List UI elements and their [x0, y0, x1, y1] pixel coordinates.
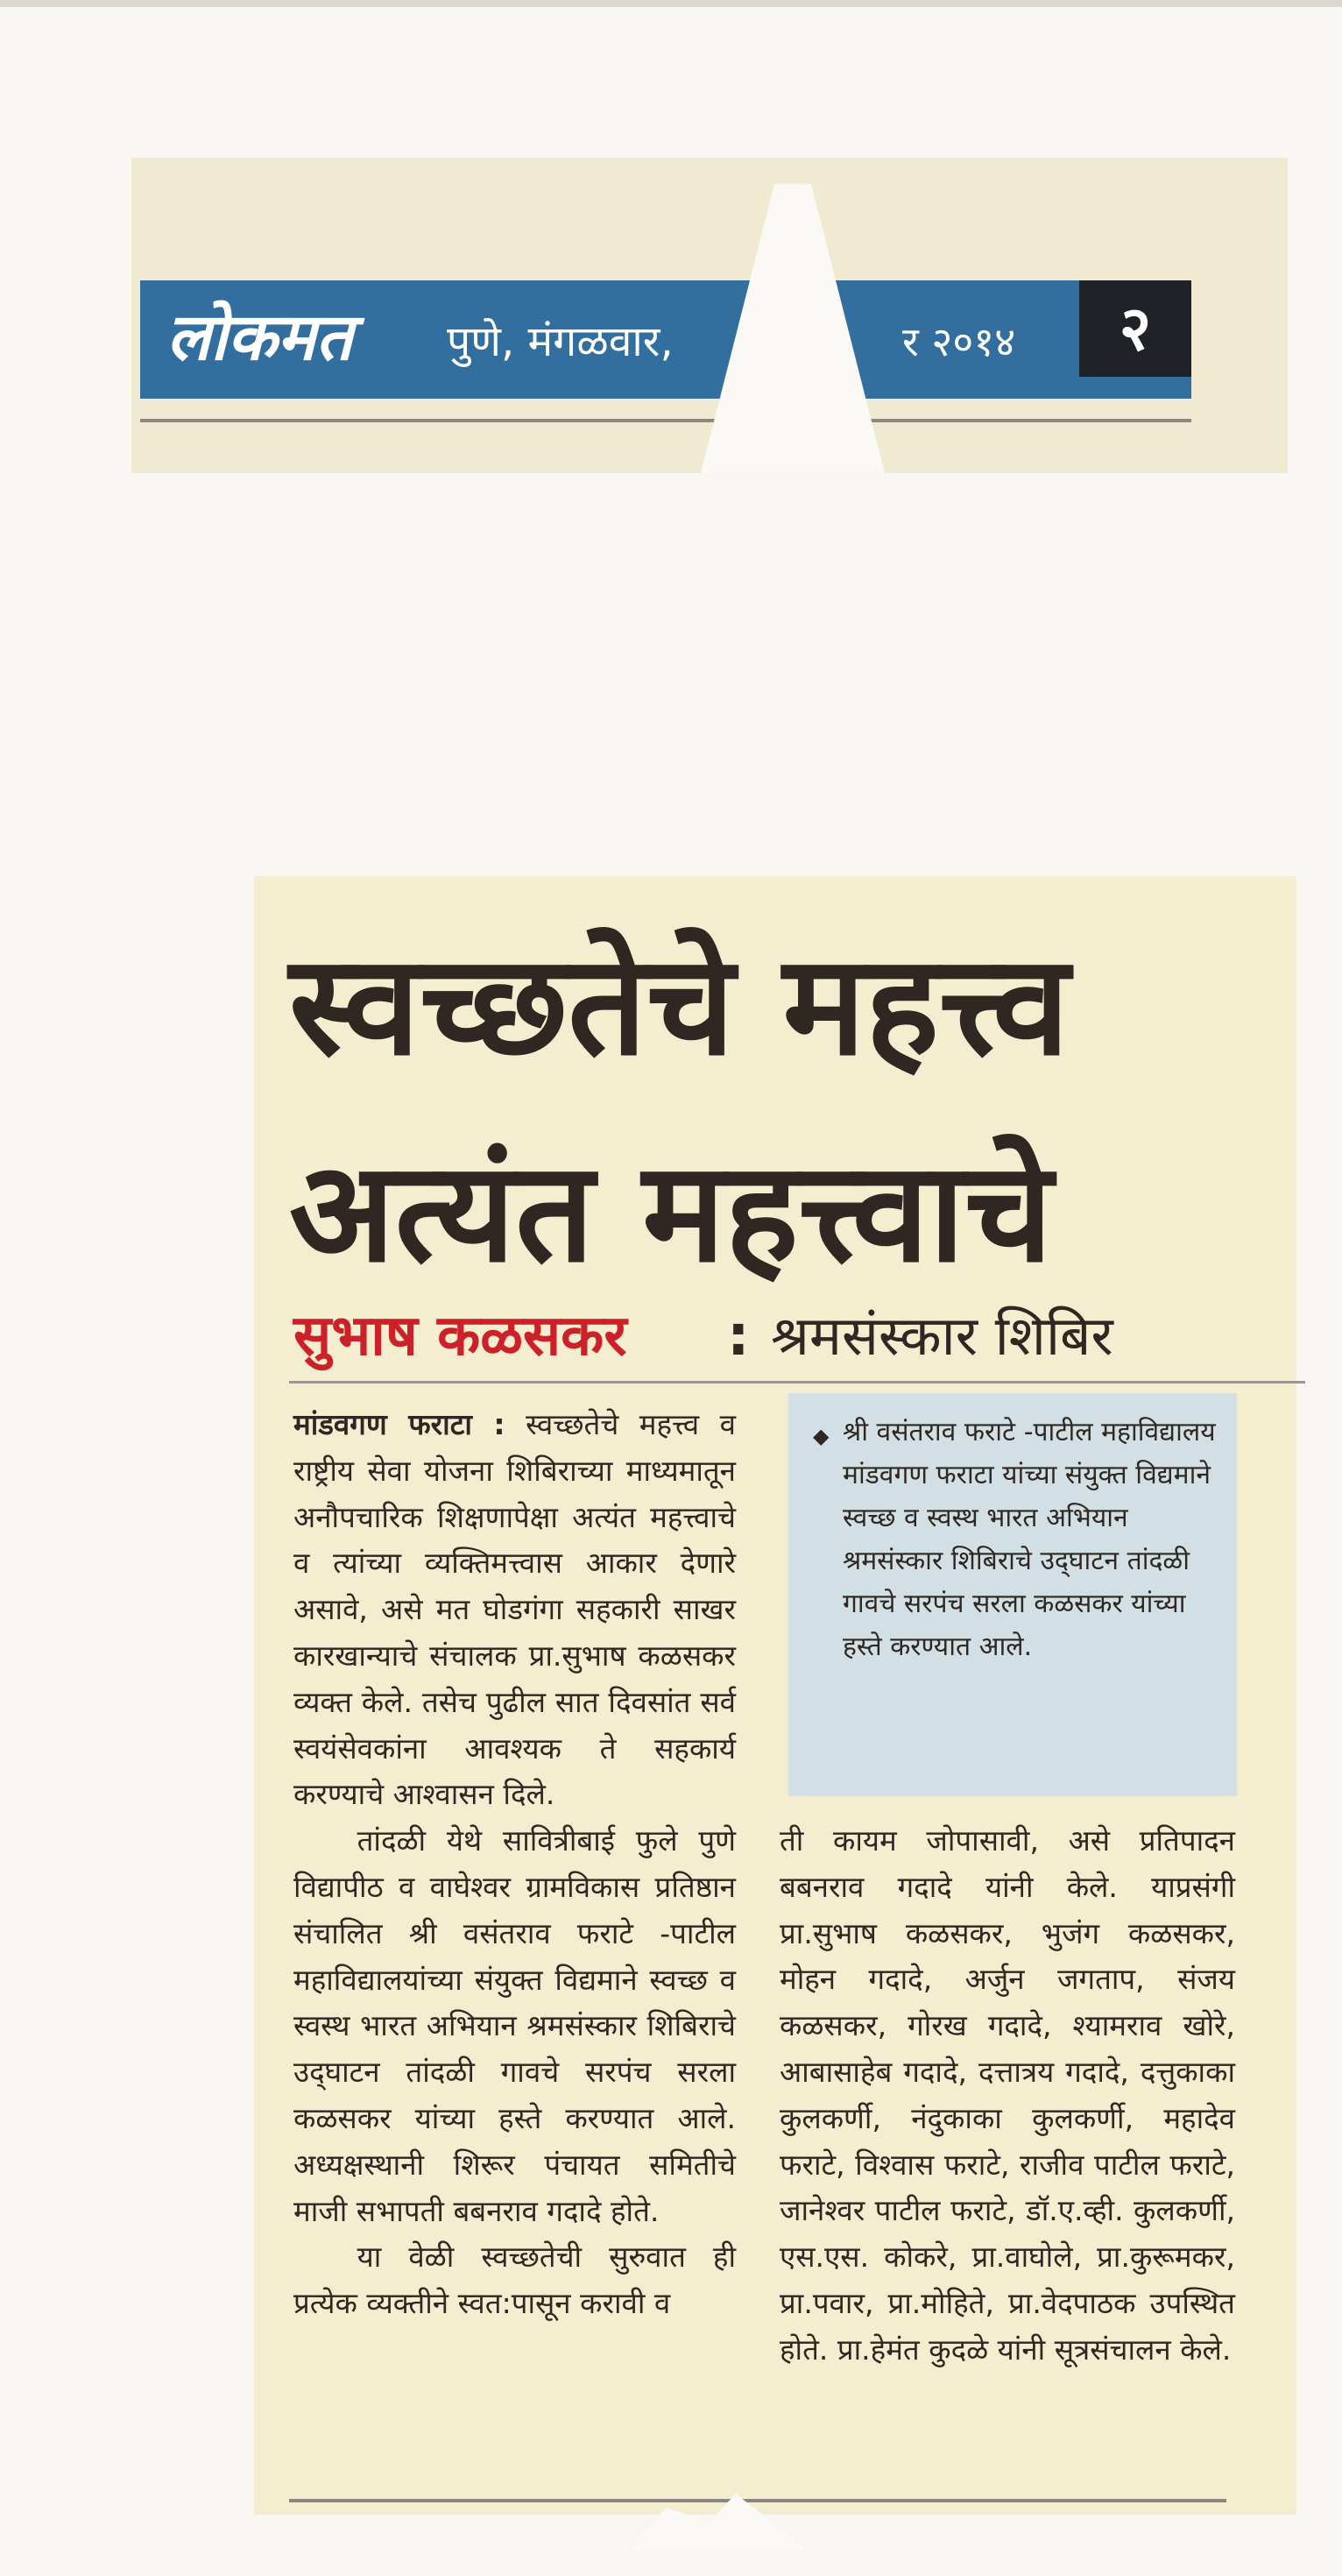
paragraph-1 [293, 1402, 736, 1818]
masthead-rule [140, 419, 1191, 422]
dateline: मांडवगण फराटा : [293, 1407, 505, 1441]
paragraph-2: तांदळी येथे सावित्रीबाई फुले पुणे विद्यापीठ व वाघेश्वर ग्रामविकास प्रतिष्ठान संचालित श्री वसंतराव फराटे -पाटील महाविद्यालयांच्या संयुक्त विद्यमाने स्वच्छ व स्वस्थ भारत अभियान श्रमसंस्कार शिबिराचे उद्‌घाटन तांदळी गावचे सरपंच सरला कळसकर यांच्या हस्ते करण्यात आले. अध्यक्षस्थानी शिरूर पंचायत समितीचे माजी सभापती बबनराव गदादे होते. [293, 1823, 736, 2228]
paragraph-3-continued: ती कायम जोपासावी, असे प्रतिपादन बबनराव गदादे यांनी केले. याप्रसंगी प्रा.सुभाष कळसकर, भुजंग कळसकर, मोहन गदादे, अर्जुन जगताप, संजय कळसकर, गोरख गदादे, श्यामराव खोरे, आबासाहेब गदादे, दत्तात्रय गदादे, दत्तुकाका कुलकर्णी, नंदुकाका कुलकर्णी, महादेव फराटे, विश्वास फराटे, राजीव पाटील फराटे, जानेश्वर पाटील फराटे, डॉ.ए.व्ही. कुलकर्णी, एस.एस. कोकरे, प्रा.वाघोले, प्रा.कुरूमकर, प्रा.पवार, प्रा.मोहिते, प्रा.वेदपाठक उपस्थित होते. प्रा.हेमंत कुदळे यांनी सूत्रसंचालन केले. [780, 1823, 1235, 2367]
newspaper-logo: लोकमत [166, 300, 353, 375]
bottom-rule [289, 2499, 1226, 2502]
paragraph-3-start: या वेळी स्वच्छतेची सुरुवात ही प्रत्येक व्यक्तीने स्वत:पासून करावी व [293, 2240, 736, 2321]
callout-text: श्री वसंतराव फराटे -पाटील महाविद्यालय मांडवगण फराटा यांच्या संयुक्त विद्यमाने स्वच्छ व स्वस्थ भारत अभियान श्रमसंस्कार शिबिराचे उद्‌घाटन तांदळी गावचे सरपंच सरला कळसकर यांच्या हस्ते करण्यात आले. [843, 1417, 1216, 1662]
diamond-bullet-icon: ◆ [813, 1424, 830, 1448]
article-column-right [780, 1818, 1235, 2374]
subhead-speaker: सुभाष कळसकर [293, 1304, 627, 1369]
headline-line-2: अत्यंत महत्त्वाचे [289, 1132, 1053, 1293]
top-edge-strip [0, 0, 1342, 7]
subhead-rule [289, 1381, 1305, 1384]
subhead-colon: : [727, 1304, 750, 1369]
masthead-date: र २०१४ [902, 318, 1016, 365]
headline [289, 902, 1253, 1316]
masthead-place-day: पुणे, मंगळवार, [447, 317, 674, 366]
headline-line-1: स्वच्छतेचे महत्त्व [289, 925, 1070, 1086]
paragraph-1-body: स्वच्छतेचे महत्त्व व राष्ट्रीय सेवा योजना शिबिराच्या माध्यमातून अनौपचारिक शिक्षणापेक्षा अत्यंत महत्त्वाचे व त्यांच्या व्यक्तिमत्त्वास आकार देणारे असावे, असे मत घोडगंगा सहकारी साखर कारखान्याचे संचालक प्रा.सुभाष कळसकर व्यक्त केले. तसेच पुढील सात दिवसांत सर्व स्वयंसेवकांना आवश्यक ते सहकार्य करण्याचे आश्वासन दिले. [293, 1407, 736, 1812]
page-number: २ [1079, 280, 1191, 377]
subhead-event: श्रमसंस्कार शिबिर [771, 1304, 1113, 1368]
article-column-left [293, 1402, 736, 2327]
